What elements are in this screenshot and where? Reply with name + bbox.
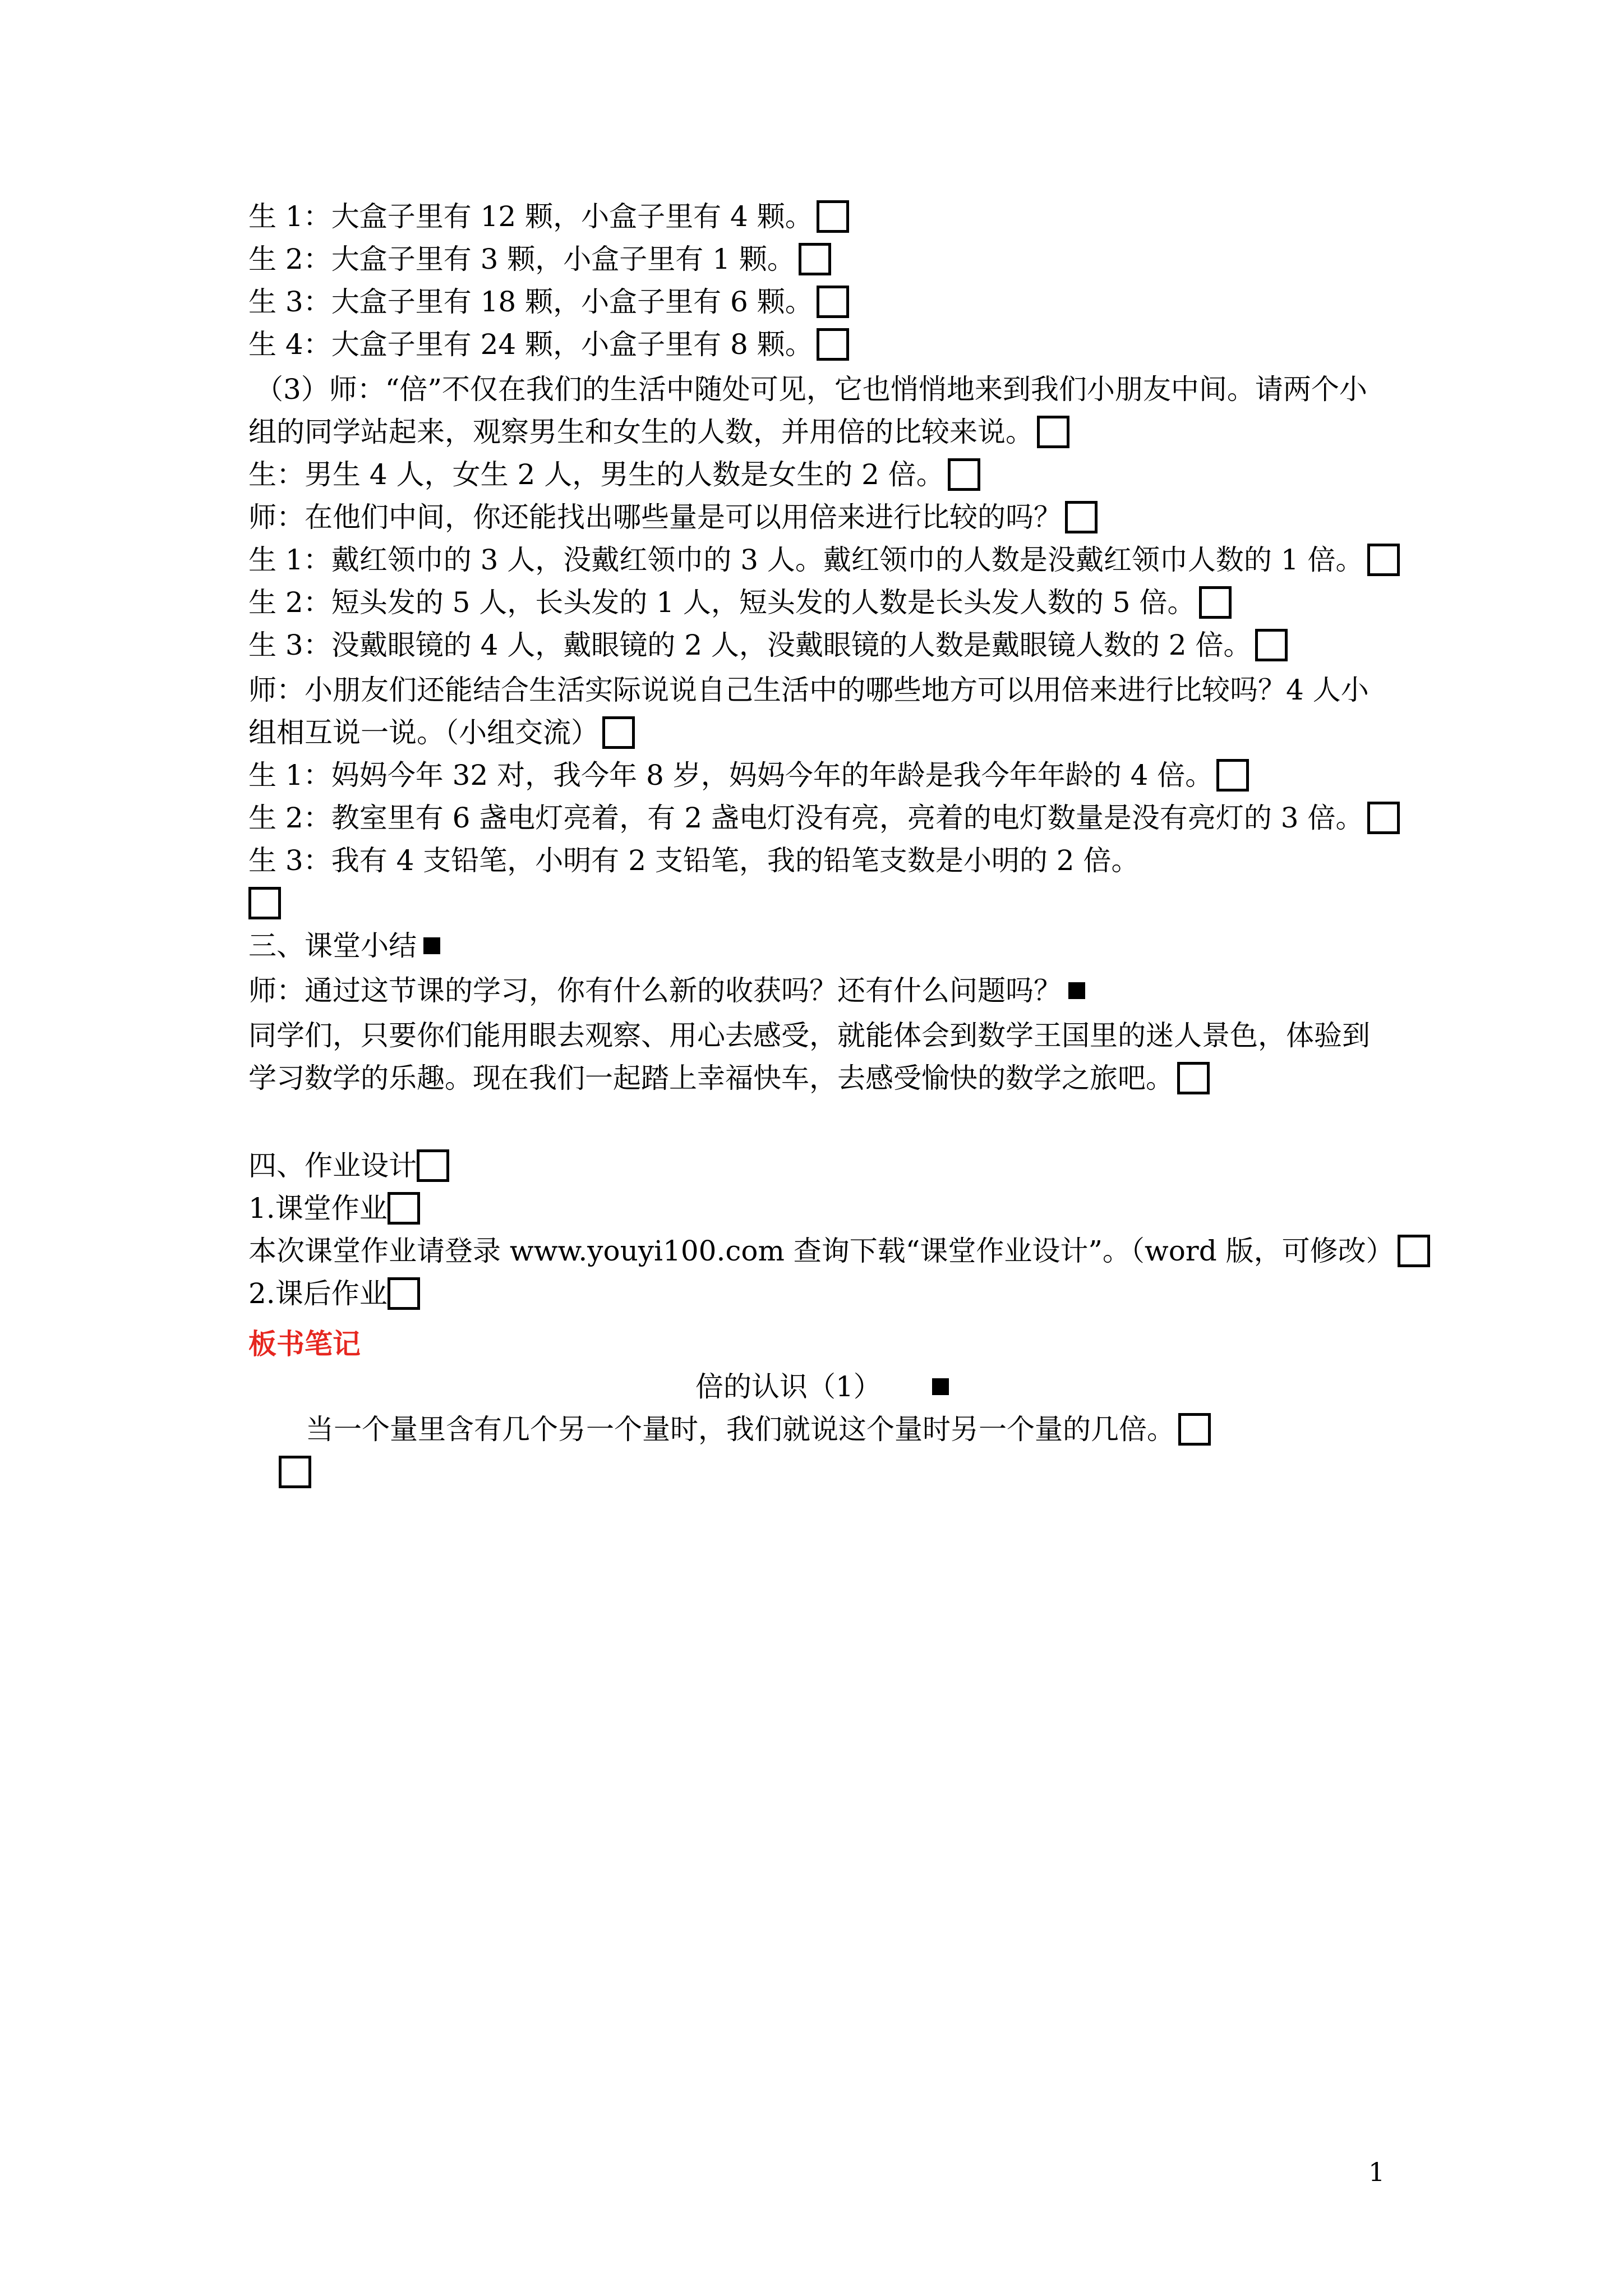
- checkbox[interactable]: [948, 458, 980, 491]
- line-8: [248, 500, 1415, 535]
- line-text: 三、课堂小结: [248, 930, 417, 962]
- line-2: [248, 242, 1415, 277]
- line-24: [248, 1276, 1415, 1311]
- board-notes-heading: [248, 1327, 1415, 1361]
- checkbox[interactable]: [388, 1277, 420, 1310]
- line-text: 同学们，只要你们能用眼去观察、用心去感受，就能体会到数学王国里的迷人景色，体验到: [248, 1019, 1370, 1052]
- section-homework-heading: [248, 1148, 1415, 1183]
- checkbox[interactable]: [1065, 501, 1098, 533]
- line-text: 师：在他们中间，你还能找出哪些量是可以用倍来进行比较的吗？: [248, 501, 1062, 533]
- checkbox[interactable]: [417, 1149, 449, 1182]
- checkbox[interactable]: [1177, 1062, 1210, 1094]
- line-5: [255, 372, 1422, 407]
- black-square-icon: [423, 937, 440, 954]
- line-12: [248, 673, 1415, 707]
- page-number: 1: [1368, 2157, 1385, 2187]
- checkbox[interactable]: [817, 286, 849, 318]
- checkbox[interactable]: [279, 1456, 311, 1488]
- line-text: （3）师：“倍”不仅在我们的生活中随处可见，它也悄悄地来到我们小朋友中间。请两个小: [255, 373, 1367, 406]
- line-9: [248, 542, 1415, 577]
- checkbox[interactable]: [1398, 1235, 1430, 1267]
- section-summary-heading: [248, 928, 1415, 963]
- line-text: 组的同学站起来，观察男生和女生的人数，并用倍的比较来说。: [248, 416, 1034, 448]
- line-text: 生 3：我有 4 支铅笔，小明有 2 支铅笔，我的铅笔支数是小明的 2 倍。: [248, 844, 1140, 877]
- line-text: 板书笔记: [248, 1327, 361, 1360]
- line-text: 生 1：大盒子里有 12 颗，小盒子里有 4 颗。: [248, 200, 813, 233]
- line-18: [248, 973, 1415, 1008]
- line-text: 生 2：短头发的 5 人，长头发的 1 人，短头发的人数是长头发人数的 5 倍。: [248, 586, 1196, 619]
- black-square-icon: [1068, 982, 1085, 999]
- checkbox[interactable]: [1178, 1413, 1211, 1446]
- checkbox[interactable]: [1216, 759, 1249, 792]
- checkbox[interactable]: [1367, 544, 1400, 576]
- line-text: 学习数学的乐趣。现在我们一起踏上幸福快车，去感受愉快的数学之旅吧。: [248, 1062, 1174, 1094]
- line-text: 当一个量里含有几个另一个量时，我们就说这个量时另一个量的几倍。: [306, 1413, 1175, 1446]
- line-20: [248, 1061, 1415, 1096]
- line-4: [248, 327, 1415, 362]
- line-23: [248, 1234, 1415, 1268]
- line-text: 倍的认识（1）: [695, 1370, 882, 1403]
- checkbox[interactable]: [602, 716, 635, 749]
- line-text: 师：小朋友们还能结合生活实际说说自己生活中的哪些地方可以用倍来进行比较吗？4 人小: [248, 674, 1369, 706]
- line-19: [248, 1018, 1415, 1053]
- line-text: 师：通过这节课的学习，你有什么新的收获吗？还有什么问题吗？: [248, 974, 1062, 1007]
- line-text: 生 3：大盒子里有 18 颗，小盒子里有 6 颗。: [248, 286, 813, 318]
- line-16-box: [248, 886, 1415, 921]
- board-title: [695, 1369, 1144, 1404]
- line-7: [248, 457, 1415, 492]
- line-text: 生 2：教室里有 6 盏电灯亮着，有 2 盏电灯没有亮，亮着的电灯数量是没有亮灯的 3 倍。: [248, 802, 1364, 834]
- line-text: 生 3：没戴眼镜的 4 人，戴眼镜的 2 人，没戴眼镜的人数是戴眼镜人数的 2 倍。: [248, 629, 1252, 661]
- line-15: [248, 800, 1415, 835]
- line-27-box: [279, 1455, 1445, 1489]
- checkbox[interactable]: [388, 1192, 420, 1225]
- line-text: 本次课堂作业请登录 www.youyi100.com 查询下载“课堂作业设计”。（word 版，可修改）: [248, 1235, 1394, 1267]
- checkbox[interactable]: [1037, 416, 1069, 448]
- checkbox[interactable]: [1199, 586, 1232, 619]
- line-text: 生：男生 4 人，女生 2 人，男生的人数是女生的 2 倍。: [248, 458, 944, 491]
- line-14: [248, 758, 1415, 793]
- line-27: [306, 1412, 1472, 1447]
- checkbox[interactable]: [1255, 629, 1288, 661]
- line-6: [248, 415, 1415, 449]
- line-11: [248, 628, 1415, 662]
- line-16: [248, 843, 1415, 878]
- line-text: 生 2：大盒子里有 3 颗，小盒子里有 1 颗。: [248, 243, 795, 275]
- black-square-icon: [932, 1378, 949, 1395]
- line-text: 生 1：戴红领巾的 3 人，没戴红领巾的 3 人。戴红领巾的人数是没戴红领巾人数的 1 倍。: [248, 544, 1364, 576]
- line-text: 生 1：妈妈今年 32 对，我今年 8 岁，妈妈今年的年龄是我今年年龄的 4 倍。: [248, 759, 1214, 792]
- line-22: [248, 1191, 1415, 1226]
- checkbox[interactable]: [1367, 802, 1400, 834]
- line-10: [248, 585, 1415, 620]
- checkbox[interactable]: [817, 200, 849, 233]
- line-text: 生 4：大盒子里有 24 颗，小盒子里有 8 颗。: [248, 328, 813, 361]
- line-text: 组相互说一说。（小组交流）: [248, 716, 599, 749]
- checkbox[interactable]: [799, 243, 831, 275]
- line-text: 四、作业设计: [248, 1149, 417, 1182]
- line-13: [248, 715, 1415, 750]
- line-1: [248, 199, 1415, 234]
- line-text: 1.课堂作业: [248, 1192, 388, 1225]
- checkbox[interactable]: [817, 328, 849, 361]
- checkbox[interactable]: [248, 887, 281, 919]
- line-3: [248, 284, 1415, 319]
- line-text: 2.课后作业: [248, 1277, 388, 1310]
